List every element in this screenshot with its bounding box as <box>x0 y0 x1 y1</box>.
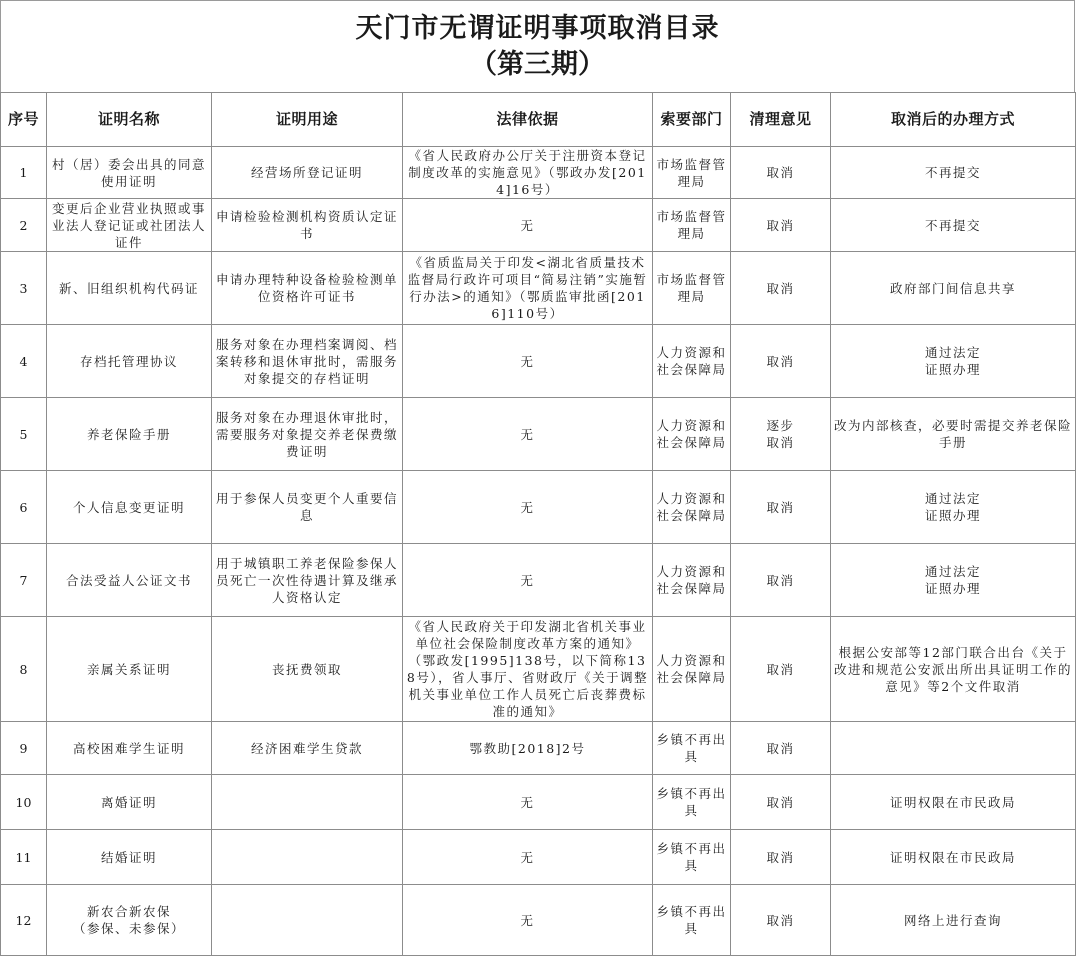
header-method: 取消后的办理方式 <box>831 93 1076 147</box>
cell-use: 服务对象在办理档案调阅、档案转移和退休审批时，需服务对象提交的存档证明 <box>212 325 403 398</box>
cell-use: 用于城镇职工养老保险参保人员死亡一次性待遇计算及继承人资格认定 <box>212 544 403 617</box>
table-row <box>1 885 1076 956</box>
table-row <box>1 722 1076 775</box>
cell-method: 通过法定 证照办理 <box>831 325 1076 398</box>
cell-name: 村（居）委会出具的同意使用证明 <box>47 147 212 199</box>
cell-basis: 鄂教助[2018]2号 <box>403 722 653 775</box>
cell-no: 5 <box>1 398 47 471</box>
cell-opinion: 取消 <box>731 252 831 325</box>
cell-dept: 人力资源和社会保障局 <box>653 398 731 471</box>
cell-name: 养老保险手册 <box>47 398 212 471</box>
cell-basis: 《省人民政府关于印发湖北省机关事业单位社会保险制度改革方案的通知》（鄂政发[1995]138号，以下简称138号），省人事厅、省财政厅《关于调整机关事业单位工作人员死亡后丧葬费标准的通知》 <box>403 617 653 722</box>
cell-basis: 无 <box>403 830 653 885</box>
cell-dept: 人力资源和社会保障局 <box>653 325 731 398</box>
cell-no: 3 <box>1 252 47 325</box>
cell-method: 不再提交 <box>831 199 1076 252</box>
table-row <box>1 830 1076 885</box>
certificate-table <box>0 92 1076 956</box>
cell-basis: 无 <box>403 199 653 252</box>
cell-name: 变更后企业营业执照或事业法人登记证或社团法人证件 <box>47 199 212 252</box>
header-dept: 索要部门 <box>653 93 731 147</box>
page-subtitle: （第三期） <box>470 49 605 80</box>
cell-name: 新、旧组织机构代码证 <box>47 252 212 325</box>
cell-no: 2 <box>1 199 47 252</box>
cell-name: 离婚证明 <box>47 775 212 830</box>
table-row <box>1 617 1076 722</box>
cell-dept: 乡镇不再出具 <box>653 830 731 885</box>
table-row <box>1 471 1076 544</box>
cell-opinion: 取消 <box>731 471 831 544</box>
table-row <box>1 147 1076 199</box>
cell-basis: 《省人民政府办公厅关于注册资本登记制度改革的实施意见》（鄂政办发[2014]16号） <box>403 147 653 199</box>
cell-basis: 无 <box>403 325 653 398</box>
cell-dept: 人力资源和社会保障局 <box>653 471 731 544</box>
cell-dept: 市场监督管理局 <box>653 252 731 325</box>
cell-use: 经济困难学生贷款 <box>212 722 403 775</box>
cell-opinion: 取消 <box>731 885 831 956</box>
cell-use: 服务对象在办理退休审批时，需要服务对象提交养老保费缴费证明 <box>212 398 403 471</box>
table-row <box>1 544 1076 617</box>
cell-dept: 乡镇不再出具 <box>653 722 731 775</box>
cell-opinion: 取消 <box>731 325 831 398</box>
cell-name: 高校困难学生证明 <box>47 722 212 775</box>
title-box <box>0 0 1075 92</box>
table-row <box>1 398 1076 471</box>
cell-method: 证明权限在市民政局 <box>831 830 1076 885</box>
table-row <box>1 325 1076 398</box>
cell-opinion: 取消 <box>731 544 831 617</box>
cell-use: 丧抚费领取 <box>212 617 403 722</box>
cell-basis: 无 <box>403 398 653 471</box>
cell-dept: 市场监督管理局 <box>653 199 731 252</box>
cell-basis: 无 <box>403 471 653 544</box>
cell-use: 经营场所登记证明 <box>212 147 403 199</box>
cell-opinion: 取消 <box>731 722 831 775</box>
cell-method: 政府部门间信息共享 <box>831 252 1076 325</box>
cell-no: 9 <box>1 722 47 775</box>
cell-opinion: 取消 <box>731 199 831 252</box>
cell-name: 合法受益人公证文书 <box>47 544 212 617</box>
cell-no: 6 <box>1 471 47 544</box>
header-basis: 法律依据 <box>403 93 653 147</box>
cell-use <box>212 830 403 885</box>
cell-method: 通过法定 证照办理 <box>831 471 1076 544</box>
cell-use <box>212 885 403 956</box>
cell-no: 11 <box>1 830 47 885</box>
cell-no: 12 <box>1 885 47 956</box>
cell-basis: 无 <box>403 775 653 830</box>
cell-use <box>212 775 403 830</box>
cell-dept: 人力资源和社会保障局 <box>653 544 731 617</box>
cell-opinion: 逐步 取消 <box>731 398 831 471</box>
cell-method: 网络上进行查询 <box>831 885 1076 956</box>
cell-method: 通过法定 证照办理 <box>831 544 1076 617</box>
header-name: 证明名称 <box>47 93 212 147</box>
cell-method: 根据公安部等12部门联合出台《关于改进和规范公安派出所出具证明工作的意见》等2个文件取消 <box>831 617 1076 722</box>
cell-method: 不再提交 <box>831 147 1076 199</box>
cell-name: 亲属关系证明 <box>47 617 212 722</box>
table-body <box>1 147 1076 956</box>
cell-name: 存档托管理协议 <box>47 325 212 398</box>
table-row <box>1 252 1076 325</box>
cell-dept: 乡镇不再出具 <box>653 775 731 830</box>
cell-no: 8 <box>1 617 47 722</box>
cell-no: 4 <box>1 325 47 398</box>
header-row <box>1 93 1076 147</box>
header-opinion: 清理意见 <box>731 93 831 147</box>
cell-method: 证明权限在市民政局 <box>831 775 1076 830</box>
page-title: 天门市无谓证明事项取消目录 <box>355 13 720 44</box>
cell-method <box>831 722 1076 775</box>
cell-opinion: 取消 <box>731 617 831 722</box>
table-row <box>1 775 1076 830</box>
header-no: 序号 <box>1 93 47 147</box>
cell-basis: 无 <box>403 885 653 956</box>
cell-opinion: 取消 <box>731 147 831 199</box>
cell-no: 1 <box>1 147 47 199</box>
cell-no: 10 <box>1 775 47 830</box>
cell-no: 7 <box>1 544 47 617</box>
cell-dept: 市场监督管理局 <box>653 147 731 199</box>
cell-use: 用于参保人员变更个人重要信息 <box>212 471 403 544</box>
cell-use: 申请检验检测机构资质认定证书 <box>212 199 403 252</box>
cell-use: 申请办理特种设备检验检测单位资格许可证书 <box>212 252 403 325</box>
table-row <box>1 199 1076 252</box>
cell-dept: 乡镇不再出具 <box>653 885 731 956</box>
cell-method: 改为内部核查，必要时需提交养老保险手册 <box>831 398 1076 471</box>
cell-name: 新农合新农保 （参保、未参保） <box>47 885 212 956</box>
cell-name: 结婚证明 <box>47 830 212 885</box>
cell-basis: 无 <box>403 544 653 617</box>
cell-opinion: 取消 <box>731 830 831 885</box>
cell-opinion: 取消 <box>731 775 831 830</box>
header-use: 证明用途 <box>212 93 403 147</box>
cell-dept: 人力资源和社会保障局 <box>653 617 731 722</box>
cell-basis: 《省质监局关于印发<湖北省质量技术监督局行政许可项目“简易注销”实施暂行办法>的通知》（鄂质监审批函[2016]110号） <box>403 252 653 325</box>
cell-name: 个人信息变更证明 <box>47 471 212 544</box>
